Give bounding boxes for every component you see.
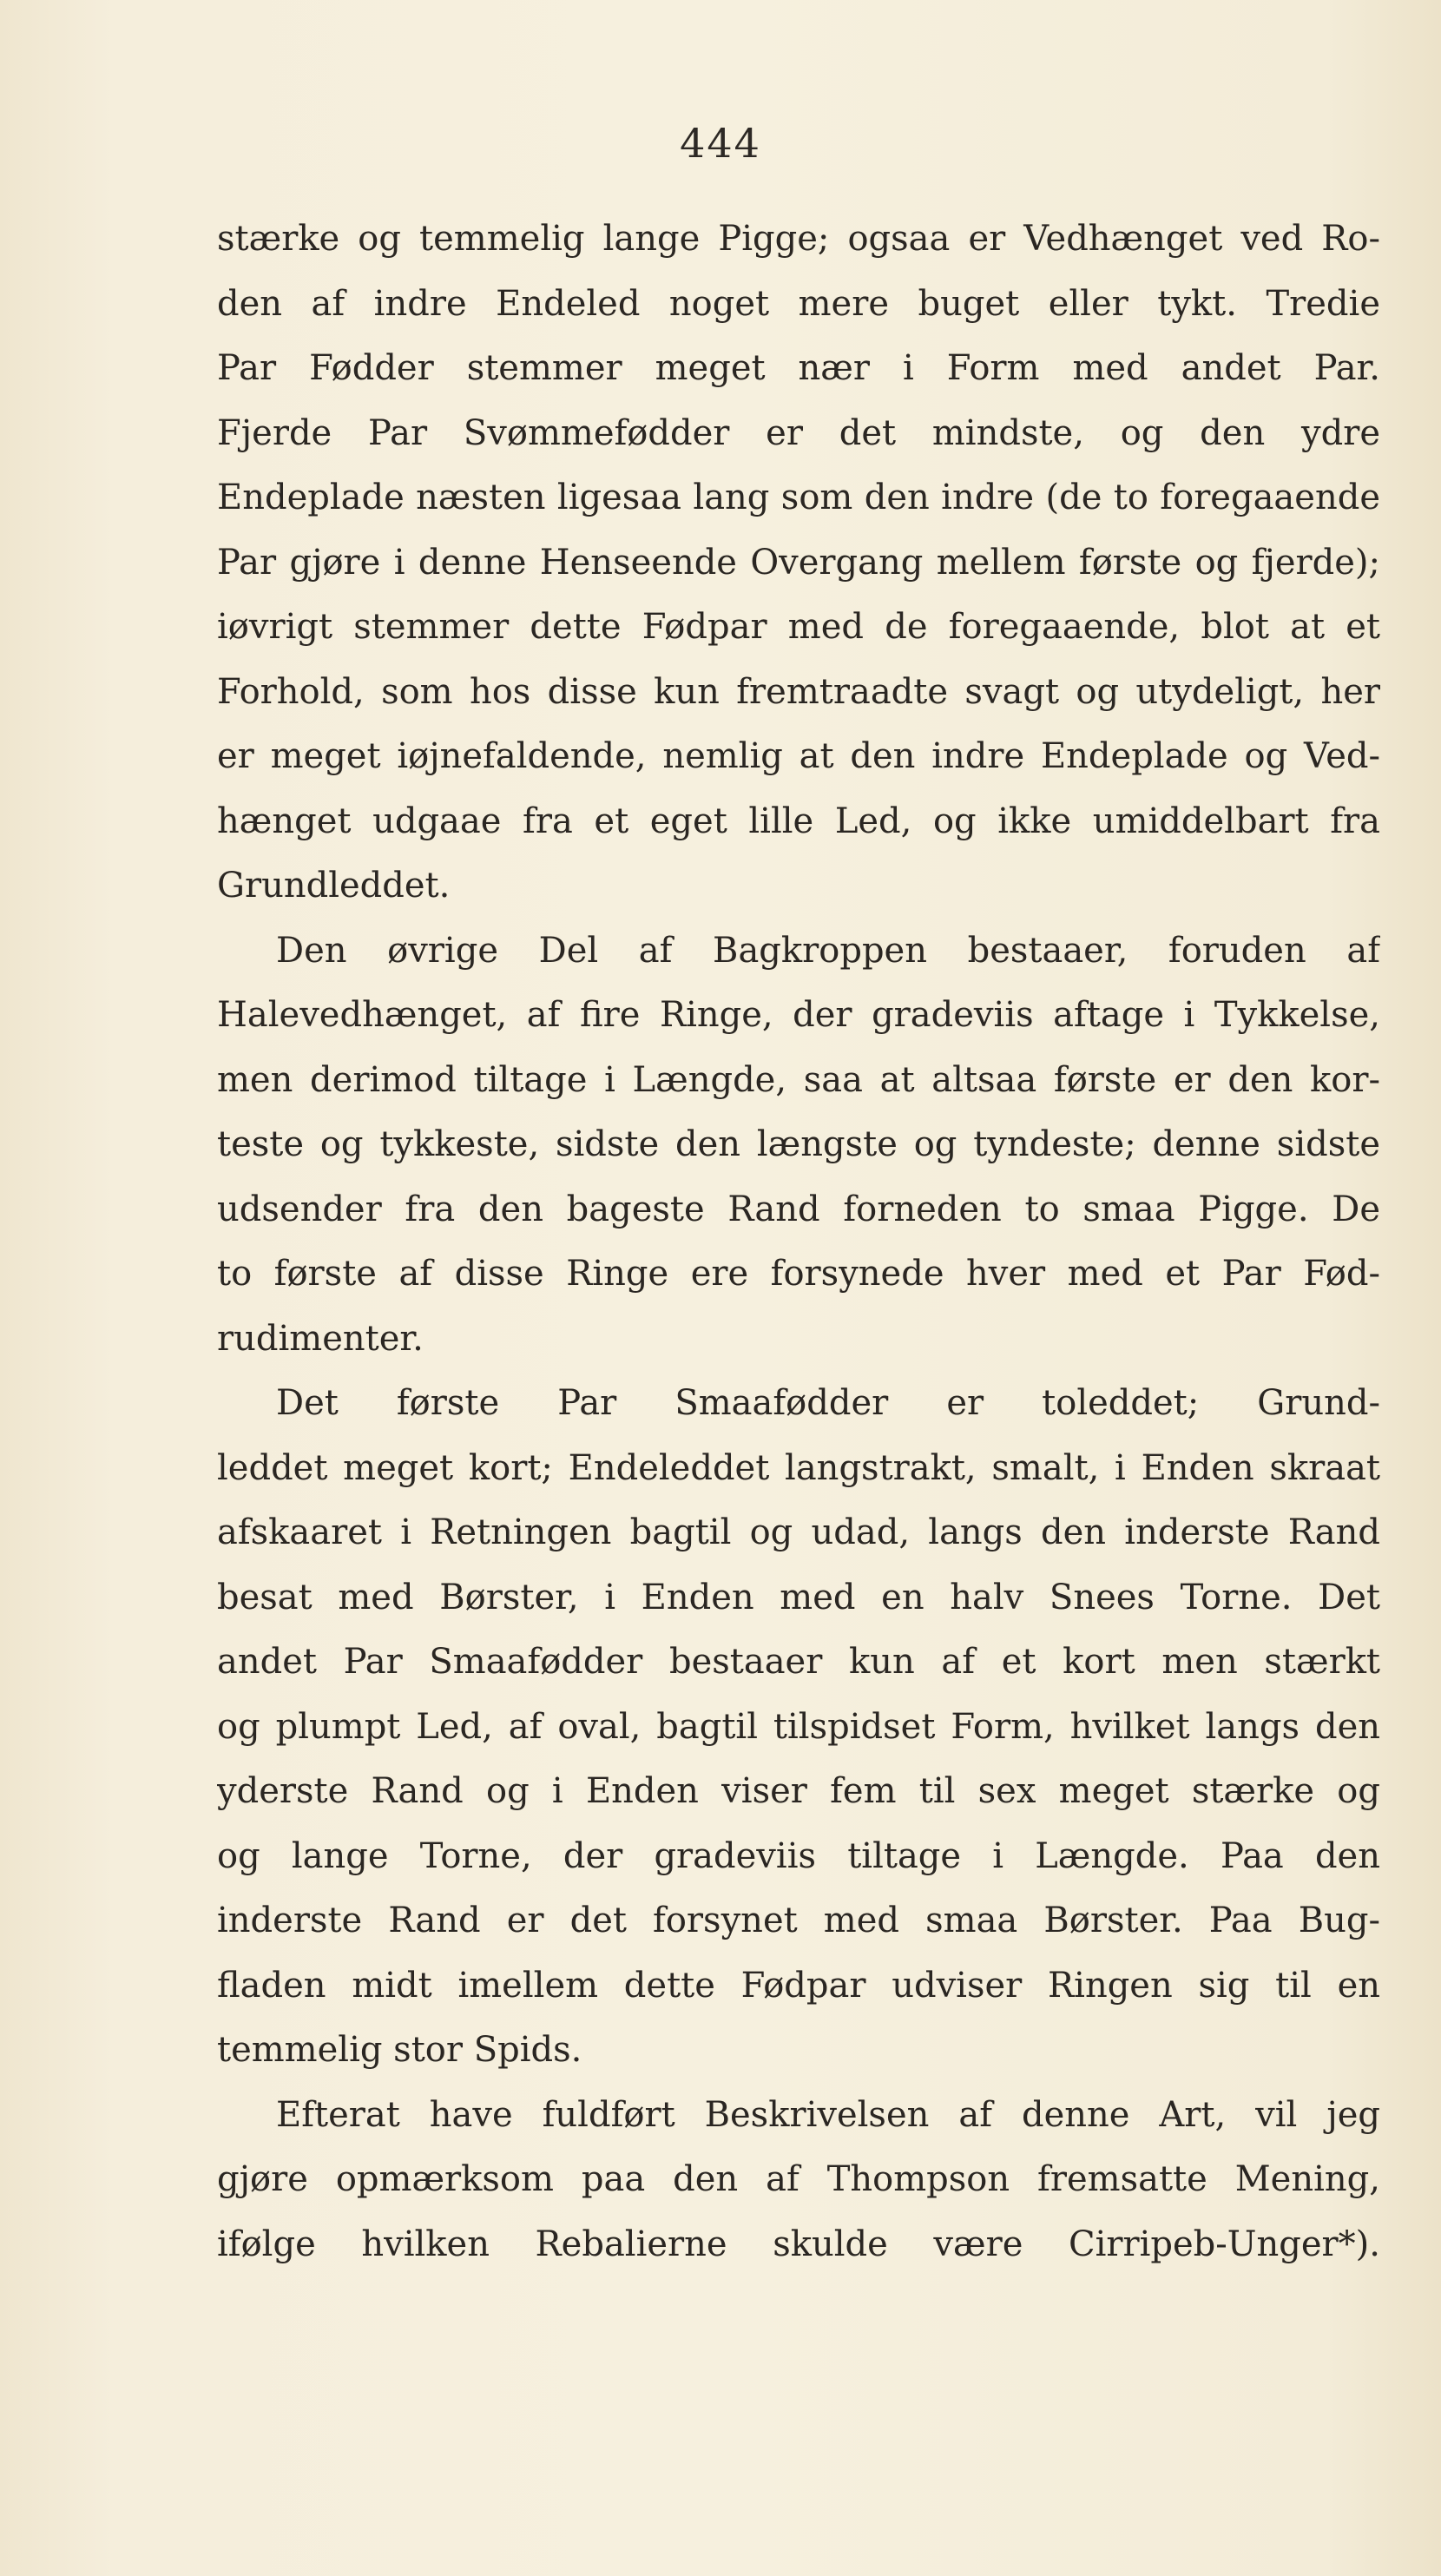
text-line: andet Par Smaafødder bestaaer kun af et kort men stærkt bbox=[217, 1642, 1380, 1682]
text-line: afskaaret i Retningen bagtil og udad, langs den inderste Rand bbox=[217, 1512, 1380, 1552]
text-line: Grundleddet. bbox=[217, 866, 451, 906]
text-line: hænget udgaae fra et eget lille Led, og ikke umiddelbart fra bbox=[217, 800, 1380, 841]
text-line: Par gjøre i denne Henseende Overgang mellem første og fjerde); bbox=[217, 542, 1380, 583]
text-line: fladen midt imellem dette Fødpar udviser Ringen sig til en bbox=[217, 1965, 1380, 2006]
text-line: yderste Rand og i Enden viser fem til sex meget stærke og bbox=[217, 1771, 1380, 1811]
text-line: temmelig stor Spids. bbox=[217, 2030, 582, 2070]
text-line: Forhold, som hos disse kun fremtraadte svagt og utydeligt, her bbox=[217, 671, 1380, 712]
text-line: og plumpt Led, af oval, bagtil tilspidset Form, hvilket langs den bbox=[217, 1706, 1380, 1747]
text-line: og lange Torne, der gradeviis tiltage i Længde. Paa den bbox=[217, 1835, 1380, 1876]
text-line: inderste Rand er det forsynet med smaa Børster. Paa Bug- bbox=[217, 1901, 1380, 1940]
text-line: Fjerde Par Svømmefødder er det mindste, og den ydre bbox=[217, 412, 1380, 453]
text-line: Halevedhænget, af fire Ringe, der gradeviis aftage i Tykkelse, bbox=[217, 995, 1380, 1035]
text-line: stærke og temmelig lange Pigge; ogsaa er Vedhænget ved Ro- bbox=[217, 219, 1380, 259]
text-line: Par Fødder stemmer meget nær i Form med andet Par. bbox=[217, 348, 1380, 388]
text-line: Endeplade næsten ligesaa lang som den indre (de to foregaaende bbox=[217, 478, 1380, 517]
text-line: den af indre Endeled noget mere buget eller tykt. Tredie bbox=[217, 283, 1380, 324]
page-number: 444 bbox=[680, 120, 761, 167]
text-line: rudimenter. bbox=[217, 1318, 424, 1359]
text-line: iøvrigt stemmer dette Fødpar med de foregaaende, blot at et bbox=[217, 607, 1380, 647]
paragraph-start-line: Den øvrige Del af Bagkroppen bestaaer, foruden af bbox=[276, 930, 1380, 971]
text-line: ifølge hvilken Rebalierne skulde være Cirripeb-Unger*). bbox=[217, 2224, 1380, 2264]
text-line: besat med Børster, i Enden med en halv Snees Torne. Det bbox=[217, 1577, 1380, 1617]
text-line: gjøre opmærksom paa den af Thompson fremsatte Mening, bbox=[217, 2159, 1380, 2199]
paragraph-start-line: Det første Par Smaafødder er toleddet; Grund- bbox=[276, 1383, 1380, 1423]
text-line: to første af disse Ringe ere forsynede hver med et Par Fød- bbox=[217, 1254, 1380, 1294]
text-line: er meget iøjnefaldende, nemlig at den indre Endeplade og Ved- bbox=[217, 736, 1380, 776]
body-text bbox=[217, 207, 1380, 2276]
text-line: leddet meget kort; Endeleddet langstrakt, smalt, i Enden skraat bbox=[217, 1447, 1380, 1488]
text-line: udsender fra den bageste Rand forneden to smaa Pigge. De bbox=[217, 1189, 1380, 1229]
text-line: teste og tykkeste, sidste den længste og tyndeste; denne sidste bbox=[217, 1124, 1380, 1164]
text-line: men derimod tiltage i Længde, saa at altsaa første er den kor- bbox=[217, 1059, 1380, 1100]
paragraph-start-line: Efterat have fuldført Beskrivelsen af denne Art, vil jeg bbox=[276, 2094, 1380, 2135]
